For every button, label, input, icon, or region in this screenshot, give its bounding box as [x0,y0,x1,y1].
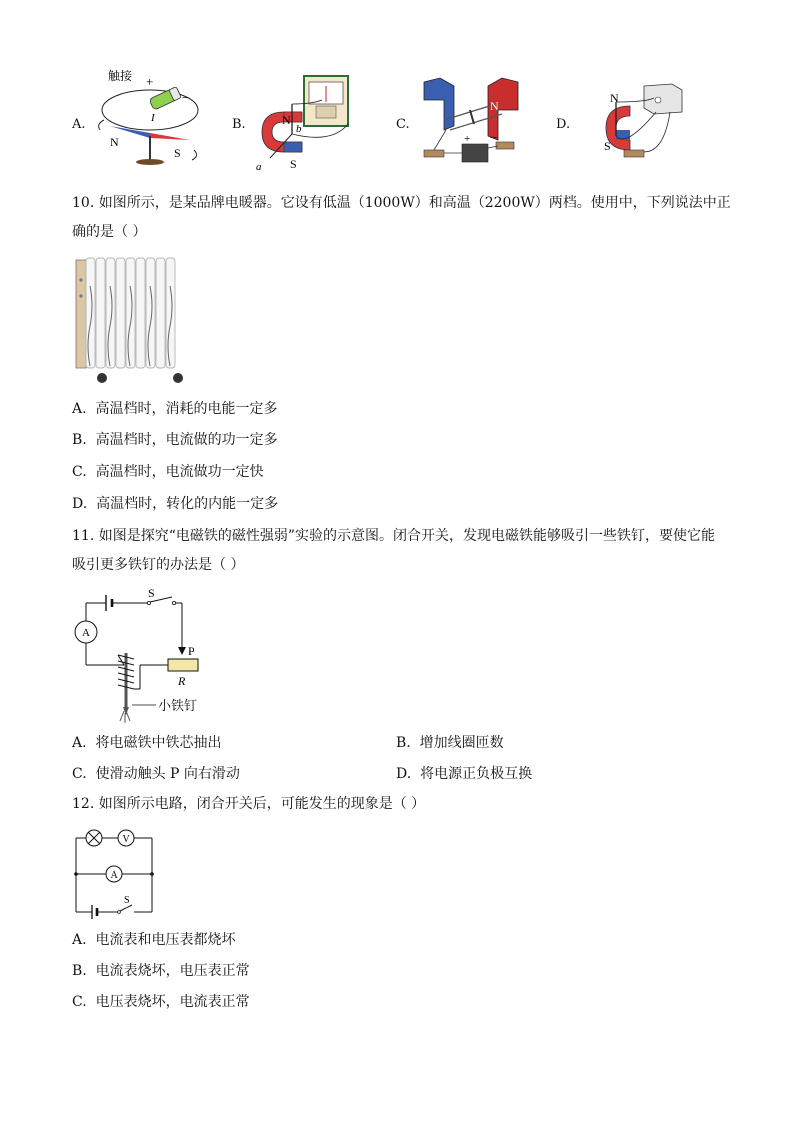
q11-resistor-label: R [178,674,186,688]
q9d-north: N [610,91,619,105]
option-letter: C. [72,766,87,782]
q11-figure-electromagnet-circuit [76,585,236,725]
option-text: 电压表烧坏，电流表正常 [95,994,250,1010]
option-text: 将电磁铁中铁芯抽出 [95,735,222,751]
q11-switch-label: S [148,586,155,600]
q9d-south: S [604,139,611,153]
q9-option-b-letter: B. [232,117,246,132]
q9c-plus: + [464,133,471,145]
option-letter: D. [72,496,88,512]
q12-switch-label: S [124,895,130,906]
q10-option-b[interactable] [72,430,278,450]
option-text: 高温档时，电流做的功一定多 [95,432,278,448]
q12-option-c[interactable] [72,992,250,1012]
q9-figure-b-galvanometer [252,74,362,172]
q10-option-a[interactable] [72,399,277,419]
q9a-south: S [174,146,181,160]
q9c-north: N [490,99,499,113]
q9a-minus: − [182,90,190,105]
q9-figure-c-magnet-rails [416,76,526,168]
q9-figure-a-compass-wire [88,68,208,168]
q10-stem-line1: 10. 如图所示，是某品牌电暖器。它设有低温（1000W）和高温（2200W）两档。使用中，下列说法中正 [72,195,731,211]
q9c-minus: − [490,130,498,145]
q11-ammeter-label: A [82,627,90,639]
option-text: 电流表烧坏，电压表正常 [95,963,250,979]
option-text: 使滑动触头 P 向右滑动 [95,766,240,782]
q9a-touch-label: 触接 [108,69,133,83]
option-letter: C. [72,994,87,1010]
option-letter: A. [72,932,87,948]
option-letter: A. [72,401,87,417]
option-letter: D. [396,766,412,782]
option-text: 高温档时，电流做功一定快 [95,464,264,480]
q11-stem-line1: 11. 如图是探究“电磁铁的磁性强弱”实验的示意图。闭合开关，发现电磁铁能够吸引一些铁钉，要使它能 [72,528,716,544]
q11-option-a[interactable] [72,733,221,753]
q9a-current: I [151,112,155,124]
q9-option-d-letter: D. [556,117,571,132]
q9b-b: b [296,123,302,135]
q10-stem-line2: 确的是（ ） [72,224,147,240]
option-letter: B. [396,735,411,751]
option-letter: C. [72,464,87,480]
q11-option-d[interactable] [396,764,532,784]
q9-option-a-letter: A. [72,117,86,132]
q11-slider-label: P [188,644,195,658]
option-letter: B. [72,432,87,448]
q11-option-b[interactable] [396,733,504,753]
q11-stem-line2: 吸引更多铁钉的办法是（ ） [72,557,245,573]
q9b-north: N [282,113,291,127]
q12-option-b[interactable] [72,961,250,981]
option-text: 电流表和电压表都烧坏 [95,932,236,948]
q9-figure-d-magnet-supply [576,80,686,162]
q9b-a: a [256,161,262,173]
option-text: 将电源正负极互换 [420,766,533,782]
q10-option-d[interactable] [72,494,278,514]
q10-figure-electric-heater [74,256,186,386]
q10-option-c[interactable] [72,462,264,482]
q9b-south: S [290,157,297,171]
q12-stem-line1: 12. 如图所示电路，闭合开关后，可能发生的现象是（ ） [72,796,426,812]
q12-option-a[interactable] [72,930,235,950]
option-text: 增加线圈匝数 [419,735,504,751]
q9a-plus: + [146,74,154,89]
q9c-south: S [430,99,437,113]
option-text: 高温档时，消耗的电能一定多 [95,401,278,417]
option-letter: A. [72,735,87,751]
q9-option-c-letter: C. [396,117,410,132]
q12-figure-circuit [74,826,158,916]
option-letter: B. [72,963,87,979]
q11-option-c[interactable] [72,764,240,784]
q11-nail-label: 小铁钉 [158,699,198,714]
q9a-north: N [110,135,119,149]
q12-ammeter-label: A [110,870,118,881]
q12-voltmeter-label: V [122,834,130,845]
option-text: 高温档时，转化的内能一定多 [96,496,279,512]
